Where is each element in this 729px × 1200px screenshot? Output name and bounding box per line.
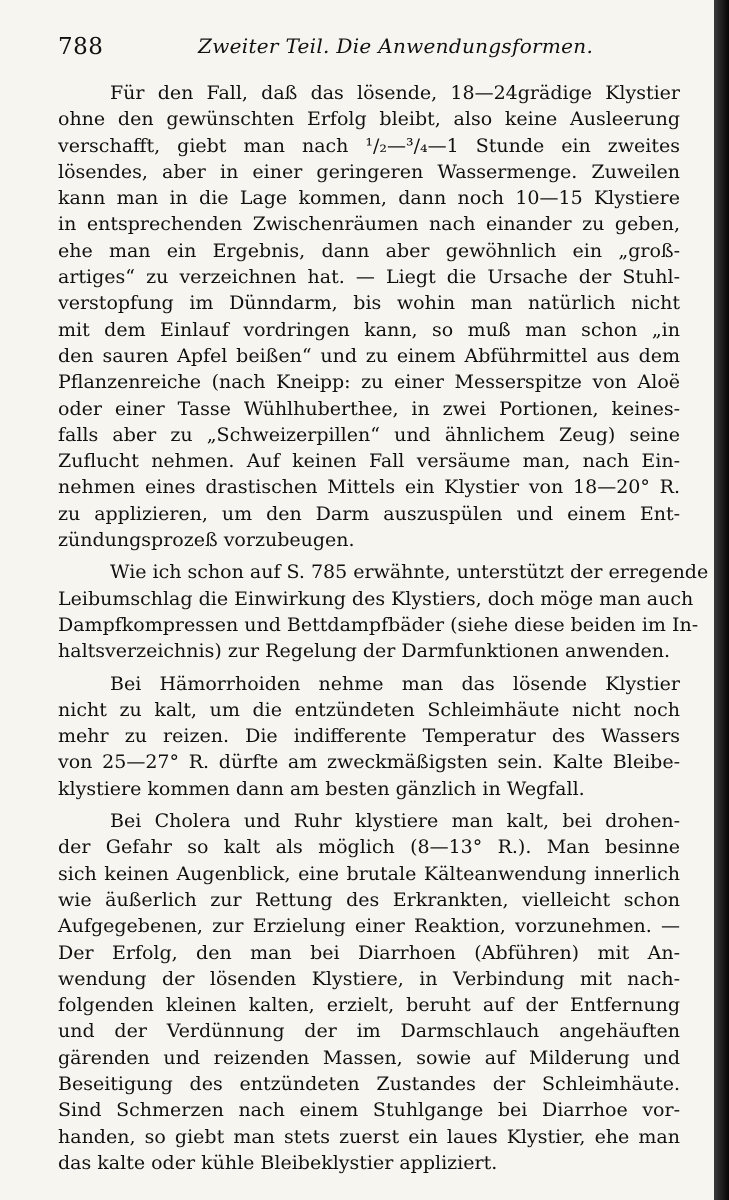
- text-line: zu applizieren, um den Darm auszuspülen und einem Ent-: [58, 502, 680, 525]
- text-line: gärenden und reizenden Massen, sowie auf Milderung und: [58, 1046, 680, 1069]
- text-line: oder einer Tasse Wühlhuberthee, in zwei Portionen, keines-: [58, 397, 680, 420]
- text-line: falls aber zu „Schweizerpillen“ und ähnlichem Zeug) seine: [58, 423, 680, 446]
- text-line: mit dem Einlauf vordringen kann, so muß man schon „in: [58, 318, 680, 341]
- text-line: wie äußerlich zur Rettung des Erkrankten, vielleicht schon: [58, 888, 680, 911]
- text-line: ohne den gewünschten Erfolg bleibt, also keine Ausleerung: [58, 108, 680, 131]
- paragraph-4: [58, 808, 680, 1176]
- text-line: der Gefahr so kalt als möglich (8—13° R.). Man besinne: [58, 836, 680, 859]
- text-line: nicht zu kalt, um die entzündeten Schleimhäute nicht noch: [58, 698, 680, 721]
- text-line: Sind Schmerzen nach einem Stuhlgange bei Diarrhoe vor-: [58, 1099, 680, 1122]
- paragraph-1: [58, 80, 680, 553]
- text-line: Aufgegebenen, zur Erzielung einer Reaktion, vorzunehmen. —: [58, 915, 680, 938]
- text-line: sich keinen Augenblick, eine brutale Kälteanwendung innerlich: [58, 862, 680, 885]
- text-line: Bei Cholera und Ruhr klystiere man kalt, bei drohen-: [110, 810, 680, 833]
- page-header: [58, 28, 688, 64]
- text-line: handen, so giebt man stets zuerst ein laues Klystier, ehe man: [58, 1125, 680, 1148]
- body-text: [58, 80, 709, 1182]
- text-line: Wie ich schon auf S. 785 erwähnte, unterstützt der erregende: [110, 561, 709, 584]
- text-line: wendung der lösenden Klystiere, in Verbindung mit nach-: [58, 967, 680, 990]
- text-line: ehe man ein Ergebnis, dann aber gewöhnlich ein „groß-: [58, 239, 680, 262]
- text-line: lösendes, aber in einer geringeren Wassermenge. Zuweilen: [58, 160, 680, 183]
- text-line: folgenden kleinen kalten, erzielt, beruht auf der Entfernung: [58, 994, 680, 1017]
- paragraph-2: [58, 559, 709, 664]
- text-line: Der Erfolg, den man bei Diarrhoen (Abführen) mit An-: [58, 941, 680, 964]
- text-line: Bei Hämorrhoiden nehme man das lösende Klystier: [110, 672, 680, 695]
- text-line: von 25—27° R. dürfte am zweckmäßigsten sein. Kalte Bleibe-: [58, 751, 680, 774]
- text-line: klystiere kommen dann am besten gänzlich in Wegfall.: [58, 777, 585, 800]
- text-line: Dampfkompressen und Bettdampfbäder (siehe diese beiden im In-: [58, 613, 699, 636]
- text-line: haltsverzeichnis) zur Regelung der Darmfunktionen anwenden.: [58, 640, 670, 663]
- page-edge-shadow: [714, 0, 729, 1200]
- text-line: in entsprechenden Zwischenräumen nach einander zu geben,: [58, 213, 680, 236]
- text-line: und der Verdünnung der im Darmschlauch angehäuften: [58, 1020, 680, 1043]
- running-title: Zweiter Teil. Die Anwendungsformen.: [198, 34, 594, 58]
- text-line: Pflanzenreiche (nach Kneipp: zu einer Messerspitze von Aloë: [58, 371, 680, 394]
- text-line: Beseitigung des entzündeten Zustandes der Schleimhäute.: [58, 1072, 680, 1095]
- text-line: verschafft, giebt man nach ¹/₂—³/₄—1 Stunde ein zweites: [58, 134, 680, 157]
- paragraph-3: [58, 671, 680, 802]
- text-line: nehmen eines drastischen Mittels ein Klystier von 18—20° R.: [58, 476, 680, 499]
- text-line: mehr zu reizen. Die indifferente Temperatur des Wassers: [58, 725, 680, 748]
- text-line: kann man in die Lage kommen, dann noch 10—15 Klystiere: [58, 187, 680, 210]
- text-line: den sauren Apfel beißen“ und zu einem Abführmittel aus dem: [58, 344, 680, 367]
- text-line: zündungsprozeß vorzubeugen.: [58, 529, 355, 552]
- page-number: 788: [58, 34, 104, 60]
- text-line: artiges“ zu verzeichnen hat. — Liegt die Ursache der Stuhl-: [58, 266, 680, 289]
- text-line: Für den Fall, daß das lösende, 18—24grädige Klystier: [110, 82, 680, 104]
- text-line: das kalte oder kühle Bleibeklystier appliziert.: [58, 1151, 498, 1174]
- text-line: verstopfung im Dünndarm, bis wohin man natürlich nicht: [58, 292, 680, 315]
- text-line: Zuflucht nehmen. Auf keinen Fall versäume man, nach Ein-: [58, 450, 680, 473]
- text-line: Leibumschlag die Einwirkung des Klystiers, doch möge man auch: [58, 587, 694, 610]
